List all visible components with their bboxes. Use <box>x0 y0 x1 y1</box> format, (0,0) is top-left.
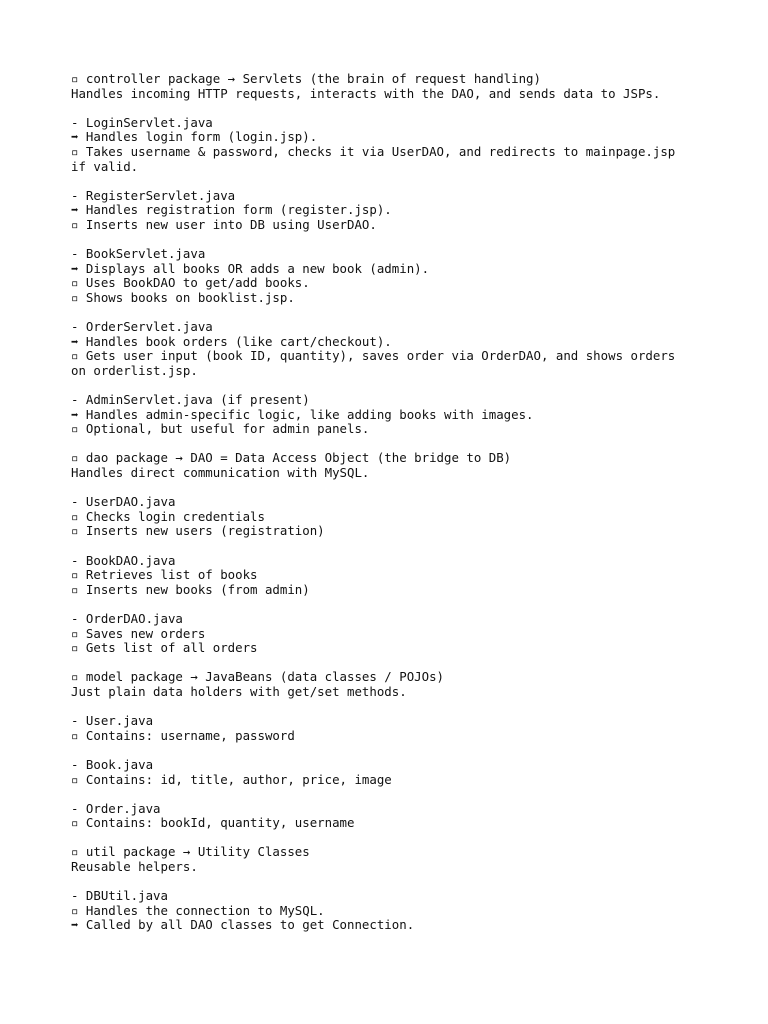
blank-line <box>71 437 761 452</box>
text-line: ▫ Retrieves list of books <box>71 567 258 583</box>
text-line: - Order.java <box>71 800 161 816</box>
text-line: ▫ Contains: id, title, author, price, image <box>71 771 392 787</box>
text-line: - OrderDAO.java <box>71 610 183 626</box>
text-line: ➡ Displays all books OR adds a new book (admin). <box>71 260 430 276</box>
text-line: Reusable helpers. <box>71 859 198 875</box>
text-line: ▫ model package → JavaBeans (data classes / POJOs) <box>71 669 444 685</box>
blank-line <box>71 787 761 802</box>
blank-line <box>71 101 761 116</box>
text-line: ➡ Handles book orders (like cart/checkout). <box>71 333 392 349</box>
blank-line <box>71 700 761 715</box>
text-line: if valid. <box>71 158 139 174</box>
text-line: ▫ controller package → Servlets (the brain of request handling) <box>71 71 541 86</box>
text-line: ▫ Inserts new books (from admin) <box>71 581 310 597</box>
blank-line <box>71 174 761 189</box>
text-line: ▫ Saves new orders <box>71 625 206 641</box>
blank-line <box>71 378 761 393</box>
text-line: ➡ Handles admin-specific logic, like adding books with images. <box>71 406 534 422</box>
text-line: ▫ Handles the connection to MySQL. <box>71 902 325 918</box>
text-line: - Book.java <box>71 756 154 772</box>
text-line: ▫ Optional, but useful for admin panels. <box>71 421 370 437</box>
text-line: ▫ Shows books on booklist.jsp. <box>71 289 295 305</box>
blank-line <box>71 831 761 846</box>
blank-line <box>71 743 761 758</box>
text-line: Handles direct communication with MySQL. <box>71 465 370 481</box>
text-line: ▫ Inserts new user into DB using UserDAO. <box>71 216 377 232</box>
text-line: ▫ Checks login credentials <box>71 508 265 524</box>
blank-line <box>71 539 761 554</box>
text-line: ➡ Handles login form (login.jsp). <box>71 129 318 145</box>
text-line: on orderlist.jsp. <box>71 362 198 378</box>
text-line: - LoginServlet.java <box>71 114 213 130</box>
text-line: ➡ Handles registration form (register.jsp). <box>71 202 392 218</box>
text-line: ▫ Gets user input (book ID, quantity), saves order via OrderDAO, and shows orders <box>71 348 676 364</box>
text-line: - DBUtil.java <box>71 888 168 904</box>
text-line: - User.java <box>71 713 154 729</box>
text-line: ▫ Takes username & password, checks it via UserDAO, and redirects to mainpage.jsp <box>71 143 676 159</box>
blank-line <box>71 233 761 248</box>
text-line: ▫ Contains: bookId, quantity, username <box>71 815 355 831</box>
text-line: Handles incoming HTTP requests, interacts with the DAO, and sends data to JSPs. <box>71 85 661 101</box>
blank-line <box>71 306 761 321</box>
blank-line <box>71 875 761 890</box>
text-line: ▫ Uses BookDAO to get/add books. <box>71 275 310 291</box>
text-line: - OrderServlet.java <box>71 319 213 335</box>
text-line: ▫ Inserts new users (registration) <box>71 523 325 539</box>
text-line: - BookServlet.java <box>71 246 206 262</box>
text-line: - RegisterServlet.java <box>71 187 236 203</box>
text-line: ▫ dao package → DAO = Data Access Object (the bridge to DB) <box>71 450 512 466</box>
blank-line <box>71 656 761 671</box>
text-line: ➡ Called by all DAO classes to get Connection. <box>71 917 415 933</box>
text-line: ▫ Gets list of all orders <box>71 640 258 656</box>
text-line: - BookDAO.java <box>71 552 176 568</box>
text-line: ▫ util package → Utility Classes <box>71 844 310 860</box>
blank-line <box>71 597 761 612</box>
blank-line <box>71 481 761 496</box>
text-line: ▫ Contains: username, password <box>71 727 295 743</box>
text-line: - UserDAO.java <box>71 494 176 510</box>
text-line: - AdminServlet.java (if present) <box>71 392 310 408</box>
text-line: Just plain data holders with get/set methods. <box>71 683 407 699</box>
document-body <box>71 72 761 933</box>
